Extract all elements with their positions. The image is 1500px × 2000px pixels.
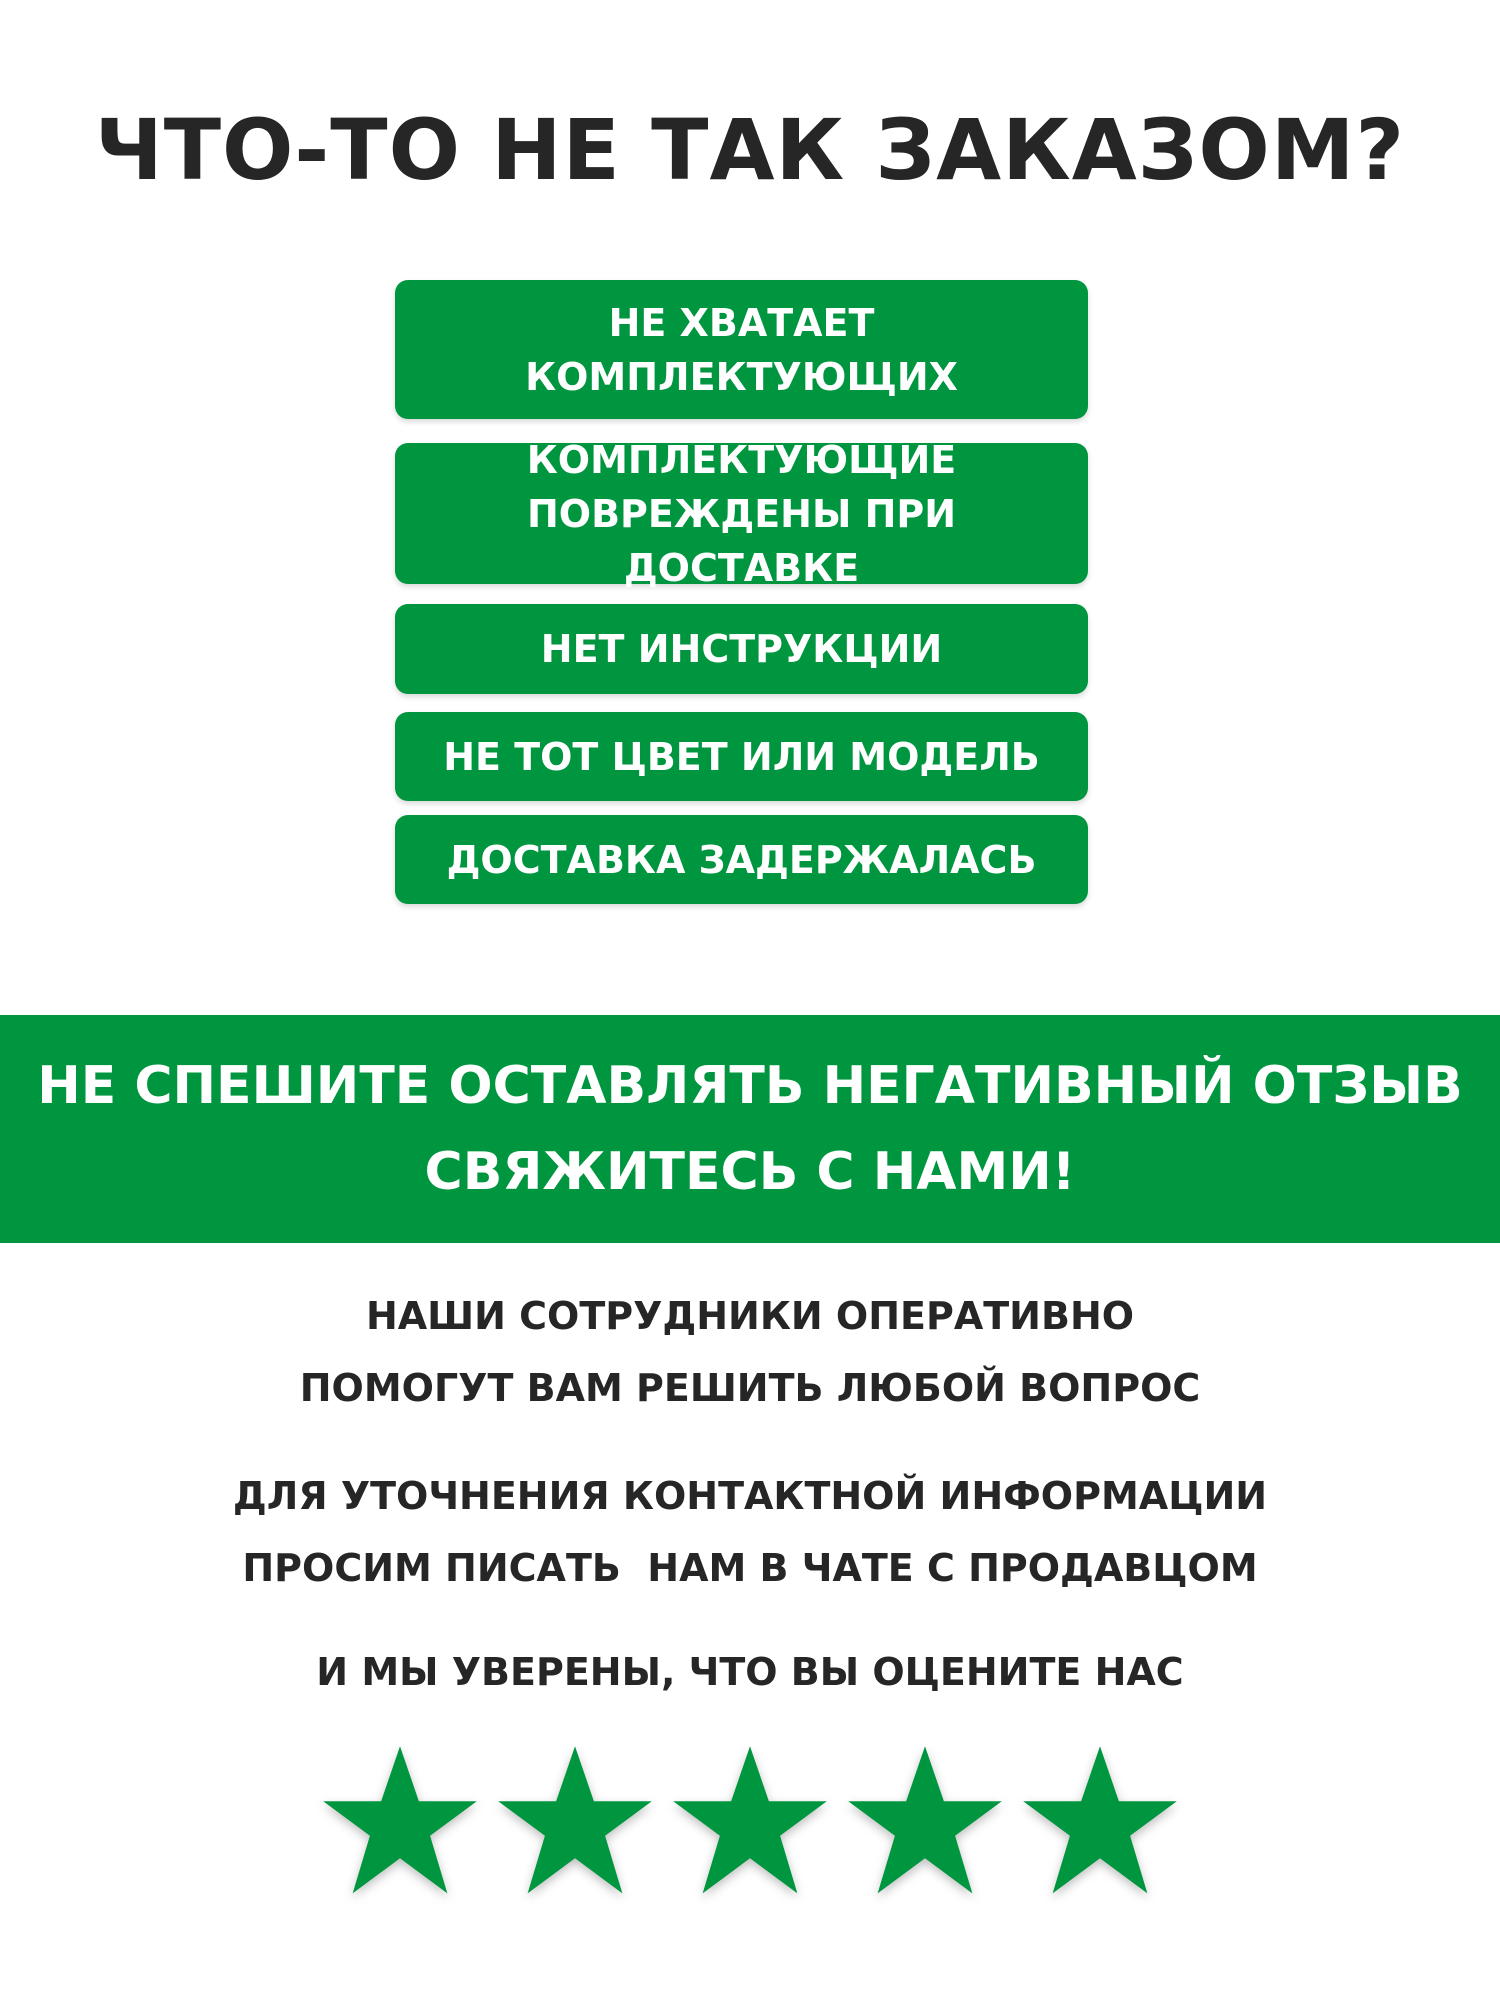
contact-banner	[0, 1015, 1500, 1243]
banner-line: СВЯЖИТЕСЬ С НАМИ!	[424, 1142, 1076, 1202]
star-icon	[845, 1743, 1005, 1903]
issue-line: КОМПЛЕКТУЮЩИХ	[525, 354, 958, 399]
banner-line: НЕ СПЕШИТЕ ОСТАВЛЯТЬ НЕГАТИВНЫЙ ОТЗЫВ	[37, 1056, 1463, 1116]
issue-delivery-delayed	[395, 815, 1088, 904]
star-icon	[1020, 1743, 1180, 1903]
issue-missing-parts	[395, 280, 1088, 419]
issue-line: ПОВРЕЖДЕНЫ ПРИ ДОСТАВКЕ	[526, 491, 957, 590]
info-line: ПРОСИМ ПИСАТЬ НАМ В ЧАТЕ С ПРОДАВЦОМ	[242, 1546, 1258, 1590]
issue-line: НЕ ТОТ ЦВЕТ ИЛИ МОДЕЛЬ	[443, 734, 1040, 779]
info-support	[0, 1280, 1500, 1424]
page-title: ЧТО-ТО НЕ ТАК ЗАКАЗОМ?	[94, 101, 1406, 199]
issue-no-instructions	[395, 604, 1088, 694]
star-icon	[495, 1743, 655, 1903]
info-line: И МЫ УВЕРЕНЫ, ЧТО ВЫ ОЦЕНИТЕ НАС	[316, 1650, 1184, 1694]
info-line: ПОМОГУТ ВАМ РЕШИТЬ ЛЮБОЙ ВОПРОС	[299, 1366, 1201, 1410]
star-icon	[320, 1743, 480, 1903]
issue-damaged-parts	[395, 437, 1088, 590]
issue-wrong-color-model	[395, 712, 1088, 801]
info-line: НАШИ СОТРУДНИКИ ОПЕРАТИВНО	[365, 1294, 1135, 1338]
issue-line: ДОСТАВКА ЗАДЕРЖАЛАСЬ	[446, 837, 1037, 882]
issue-line: НЕТ ИНСТРУКЦИИ	[540, 627, 943, 671]
star-rating	[320, 1735, 1180, 1925]
info-contact-chat	[0, 1460, 1500, 1604]
issue-line: КОМПЛЕКТУЮЩИЕ	[526, 437, 957, 482]
star-icon	[670, 1743, 830, 1903]
info-rating-note	[0, 1636, 1500, 1708]
info-line: ДЛЯ УТОЧНЕНИЯ КОНТАКТНОЙ ИНФОРМАЦИИ	[232, 1474, 1268, 1518]
issue-line: НЕ ХВАТАЕТ	[608, 300, 875, 345]
